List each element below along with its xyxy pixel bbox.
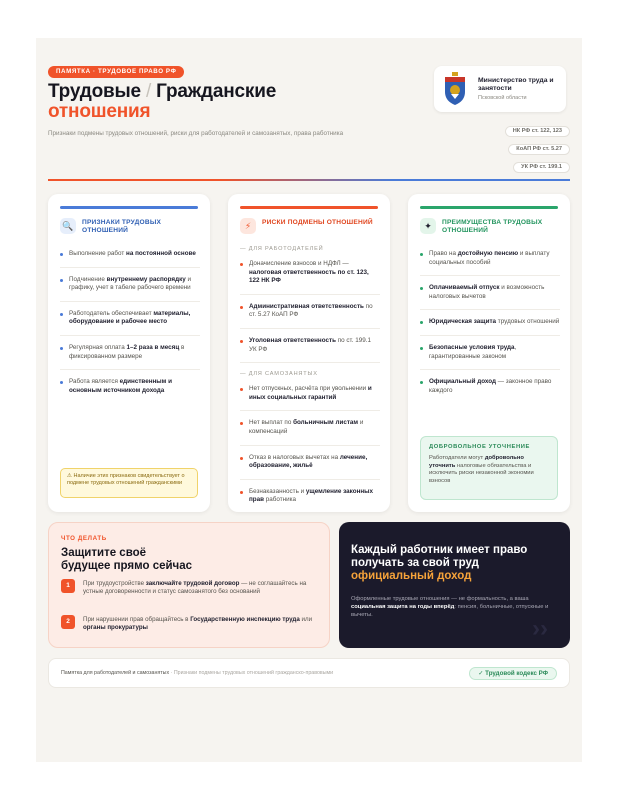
title-part-a: Трудовые <box>48 81 141 102</box>
card-list <box>60 250 200 411</box>
card-labor-signs <box>48 194 210 512</box>
list-item: Оплачиваемый отпуск и возможность налоговых вычетов <box>420 284 560 310</box>
list-item: Выполнение работ на постоянной основе <box>60 250 200 268</box>
action-panel <box>48 522 330 648</box>
list-item: Работодатель обеспечивает материалы, оборудование и рабочее место <box>60 310 200 336</box>
list-item: Работа является единственным и основным источником дохода <box>60 378 200 403</box>
list-item: Административная ответственность по ст. 5.27 КоАП РФ <box>240 303 380 329</box>
divider <box>48 179 570 181</box>
list-item: Юридическая защита трудовых отношений <box>420 318 560 336</box>
list-item: Отказ в налоговых вычетах на лечение, образование, жильё <box>240 454 380 480</box>
list-item: Нет отпускных, расчёта при увольнении и иных социальных гарантий <box>240 385 380 411</box>
ministry-region: Псковской области <box>478 95 527 101</box>
action-heading: Защитите своё будущее прямо сейчас <box>61 547 193 572</box>
search-icon: 🔍 <box>60 218 76 234</box>
warning-box <box>60 468 198 498</box>
list-item: Доначисление взносов и НДФЛ — налоговая ответственность по ст. 123, 122 НК РФ <box>240 260 380 295</box>
ministry-badge <box>434 66 566 112</box>
title-part-c: отношения <box>48 101 151 122</box>
card-heading: ПРИЗНАКИ ТРУДОВЫХ ОТНОШЕНИЙ <box>82 219 162 234</box>
list-item: Официальный доход — законное право каждого <box>420 378 560 403</box>
page-subtitle: Признаки подмены трудовых отношений, риски для работодателей и самозанятых, права работника <box>48 130 344 137</box>
list-item: Право на достойную пенсию и выплату социальных пособий <box>420 250 560 276</box>
note-title: ДОБРОВОЛЬНОЕ УТОЧНЕНИЕ <box>429 444 530 450</box>
footer-caption: Памятка для работодателей и самозанятых · Признаки подмены трудовых отношений гражданско-правовыми <box>61 670 334 676</box>
statement-body: Оформленные трудовые отношения — не формальность, а ваша социальная защита на годы вперёд: пенсия, больничные, отпускные и вычеты. <box>351 596 549 618</box>
warning-icon: ⚠ <box>67 473 74 479</box>
card-accent-bar <box>60 206 198 209</box>
statement-panel <box>339 522 570 648</box>
card-accent-bar <box>420 206 558 209</box>
step-number: 1 <box>61 579 75 593</box>
page-title <box>48 82 276 122</box>
step-number: 2 <box>61 615 75 629</box>
law-tag-nk: НК РФ ст. 122, 123 <box>505 126 570 137</box>
voluntary-note <box>420 436 558 500</box>
title-part-b: Гражданские <box>156 81 277 102</box>
section-label-employers: — ДЛЯ РАБОТОДАТЕЛЕЙ <box>240 246 324 252</box>
chevron-decor-icon: ›› <box>532 615 548 642</box>
lightning-icon: ⚡ <box>240 218 256 234</box>
ministry-name: Министерство труда и занятости <box>478 77 554 92</box>
card-accent-bar <box>240 206 378 209</box>
card-heading: ПРЕИМУЩЕСТВА ТРУДОВЫХ ОТНОШЕНИЙ <box>442 219 543 234</box>
statement-heading: Каждый работник имеет право получать за свой труд официальный доход <box>351 544 528 582</box>
warning-text: Наличие этих признаков свидетельствует о подмене трудовых отношений гражданскими <box>67 473 185 486</box>
labor-code-badge: ✓ Трудовой кодекс РФ <box>469 667 557 680</box>
category-pill: ПАМЯТКА · ТРУДОВОЕ ПРАВО РФ <box>48 66 184 78</box>
law-tag-koap: КоАП РФ ст. 5.27 <box>508 144 570 155</box>
section-label-selfemployed: — ДЛЯ САМОЗАНЯТЫХ <box>240 371 318 378</box>
card-list <box>420 250 560 411</box>
list-item: Безнаказанность и ущемление законных прав работника <box>240 488 380 513</box>
card-benefits <box>408 194 570 512</box>
list-item: Нет выплат по больничным листам и компенсаций <box>240 419 380 445</box>
card-risks <box>228 194 390 512</box>
card-heading: РИСКИ ПОДМЕНЫ ОТНОШЕНИЙ <box>262 219 373 226</box>
list-item: Безопасные условия труда, гарантированные законом <box>420 344 560 370</box>
sheet <box>36 38 582 762</box>
title-slash: / <box>145 81 152 102</box>
list-item: Уголовная ответственность по ст. 199.1 УК РФ <box>240 337 380 363</box>
note-body: Работодатели могут добровольно уточнить налоговые обязательства и исключить риски незаконной экономии взносов <box>429 455 534 484</box>
step-text: При трудоустройстве заключайте трудовой договор — не соглашайтесь на устные договоренности и статус самозанятого без оснований <box>83 580 307 596</box>
list-item: Регулярная оплата 1–2 раза в месяц в фиксированном размере <box>60 344 200 370</box>
coat-of-arms-icon <box>442 72 468 106</box>
card-list <box>240 244 380 521</box>
footer <box>48 658 570 688</box>
list-item: Подчинение внутреннему распорядку и графику, учет в табеле рабочего времени <box>60 276 200 302</box>
step-text: При нарушении прав обращайтесь в Государственную инспекцию труда или органы прокуратуры <box>83 616 313 632</box>
sparkle-icon: ✦ <box>420 218 436 234</box>
law-tag-uk: УК РФ ст. 199.1 <box>513 162 570 173</box>
action-label: ЧТО ДЕЛАТЬ <box>61 535 107 542</box>
